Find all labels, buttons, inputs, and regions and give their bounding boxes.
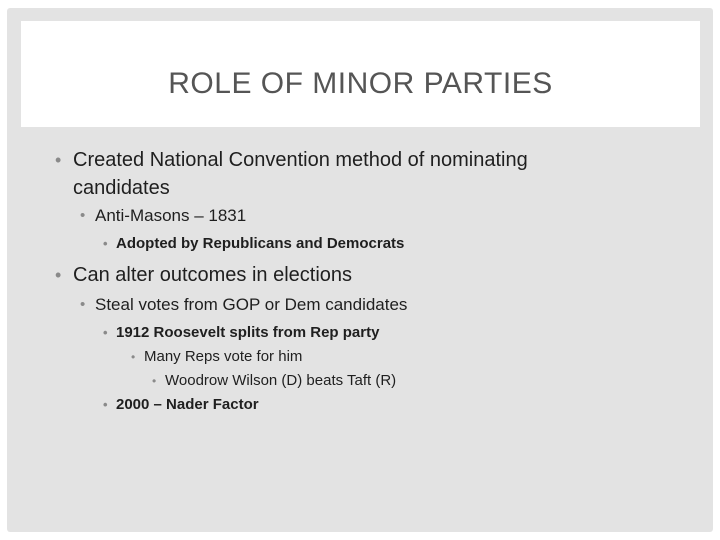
title-box: [21, 21, 700, 127]
bullet-continuation: [73, 174, 170, 202]
bullet-dot-icon: •: [103, 397, 108, 412]
bullet-item: [103, 234, 405, 254]
bullet-dot-icon: •: [80, 296, 86, 313]
bullet-dot-icon: •: [55, 265, 62, 285]
bullet-dot-icon: •: [152, 374, 157, 388]
bullet-text: 1912 Roosevelt splits from Rep party: [116, 324, 380, 341]
bullet-dot-icon: •: [55, 150, 62, 170]
bullet-text: Adopted by Republicans and Democrats: [116, 235, 405, 252]
bullet-text: Woodrow Wilson (D) beats Taft (R): [165, 372, 397, 389]
slide: [7, 8, 713, 532]
bullet-item: [55, 261, 353, 289]
slide-title: ROLE OF MINOR PARTIES: [168, 67, 553, 100]
bullet-text: Steal votes from GOP or Dem candidates: [95, 295, 408, 314]
bullet-dot-icon: •: [131, 350, 136, 364]
bullet-dot-icon: •: [103, 325, 108, 340]
bullet-text: Anti-Masons – 1831: [95, 206, 247, 225]
bullet-item: [131, 347, 303, 367]
bullet-item: [152, 371, 397, 391]
bullet-dot-icon: •: [80, 207, 86, 224]
bullet-dot-icon: •: [103, 236, 108, 251]
bullet-item: [55, 146, 528, 174]
bullet-text: candidates: [73, 177, 170, 199]
bullet-text: Can alter outcomes in elections: [73, 264, 353, 286]
bullet-text: Many Reps vote for him: [144, 348, 303, 365]
bullet-item: [80, 205, 247, 227]
bullet-item: [80, 294, 408, 316]
bullet-item: [103, 395, 259, 415]
bullet-item: [103, 323, 380, 343]
bullet-text: 2000 – Nader Factor: [116, 396, 259, 413]
bullet-text: Created National Convention method of nominating: [73, 149, 528, 171]
